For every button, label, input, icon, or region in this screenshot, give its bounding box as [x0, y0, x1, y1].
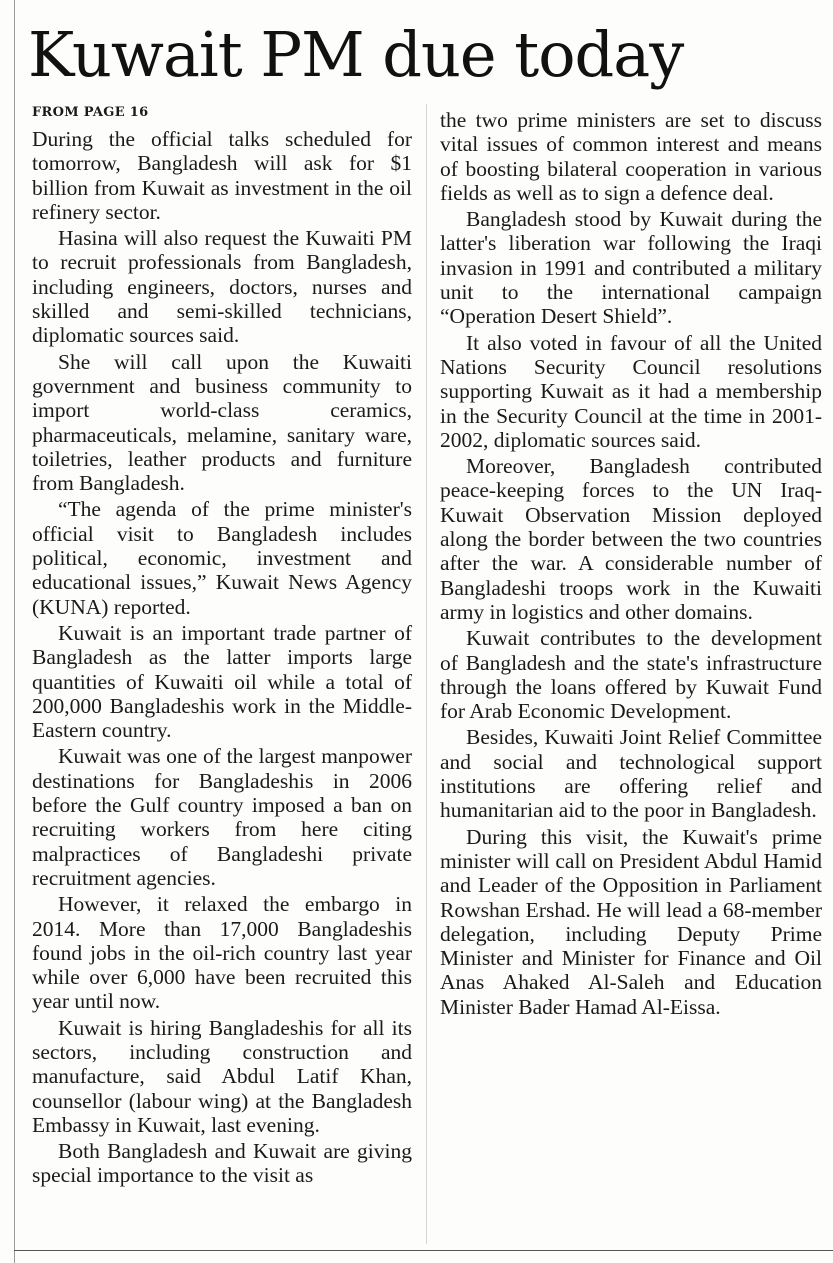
- left-border-rule: [14, 0, 15, 1263]
- paragraph: Kuwait is an important trade partner of Bangladesh as the latter imports large quantities of Kuwaiti oil while a total of 200,000 Bangladeshis work in the Middle-Eastern country.: [32, 620, 412, 743]
- paragraph: During the official talks scheduled for tomorrow, Bangladesh will ask for $1 billion from Kuwait as investment in the oil refinery sector.: [32, 127, 412, 224]
- column-gutter: [426, 104, 427, 1244]
- paragraph: Kuwait was one of the largest manpower destinations for Bangladeshis in 2006 before the Gulf country imposed a ban on recruiting workers from here citing malpractices of Bangladeshi private recruitment agencies.: [32, 744, 412, 890]
- paragraph: Besides, Kuwaiti Joint Relief Committee and social and technological support institutions are offering relief and humanitarian aid to the poor in Bangladesh.: [440, 725, 822, 823]
- paragraph: the two prime ministers are set to discuss vital issues of common interest and means of boosting bilateral cooperation in various fields as well as to sign a defence deal.: [440, 108, 822, 205]
- paragraph: She will call upon the Kuwaiti government and business community to import world-class ceramics, pharmaceuticals, melamine, sanitary ware, toiletries, leather products and furniture from Bangladesh.: [32, 349, 412, 496]
- bottom-border-rule: [14, 1250, 833, 1251]
- article-column-left: [32, 127, 412, 1190]
- paragraph: It also voted in favour of all the United Nations Security Council resolutions supporting Kuwait as it had a membership in the Security Council at the time in 2001-2002, diplomatic sources said.: [440, 330, 822, 452]
- headline: Kuwait PM due today: [28, 18, 684, 91]
- paragraph: Bangladesh stood by Kuwait during the latter's liberation war following the Iraqi invasion in 1991 and contributed a military unit to the international campaign “Operation Desert Shield”.: [440, 207, 822, 329]
- paragraph: “The agenda of the prime minister's official visit to Bangladesh includes political, economic, investment and educational issues,” Kuwait News Agency (KUNA) reported.: [32, 497, 412, 619]
- paragraph: However, it relaxed the embargo in 2014. More than 17,000 Bangladeshis found jobs in the oil-rich country last year while over 6,000 have been recruited this year until now.: [32, 892, 412, 1014]
- paragraph: Kuwait is hiring Bangladeshis for all its sectors, including construction and manufacture, said Abdul Latif Khan, counsellor (labour wing) at the Bangladesh Embassy in Kuwait, last evening.: [32, 1015, 412, 1137]
- paragraph: Both Bangladesh and Kuwait are giving special importance to the visit as: [32, 1139, 412, 1188]
- continuation-kicker: FROM PAGE 16: [32, 105, 149, 120]
- paragraph: During this visit, the Kuwait's prime minister will call on President Abdul Hamid and Leader of the Opposition in Parliament Rowshan Ershad. He will lead a 68-member delegation, including Deputy Prime Minister and Minister for Finance and Oil Anas Ahaked Al-Saleh and Education Minister Bader Hamad Al-Eissa.: [440, 824, 822, 1019]
- paragraph: Moreover, Bangladesh contributed peace-keeping forces to the UN Iraq-Kuwait Observation Mission deployed along the border between the two countries after the war. A considerable number of Bangladeshi troops work in the Kuwaiti army in logistics and other domains.: [440, 454, 822, 624]
- paragraph: Hasina will also request the Kuwaiti PM to recruit professionals from Bangladesh, including engineers, doctors, nurses and skilled and semi-skilled technicians, diplomatic sources said.: [32, 226, 412, 348]
- article-column-right: [440, 108, 822, 1021]
- paragraph: Kuwait contributes to the development of Bangladesh and the state's infrastructure through the loans offered by Kuwait Fund for Arab Economic Development.: [440, 626, 822, 724]
